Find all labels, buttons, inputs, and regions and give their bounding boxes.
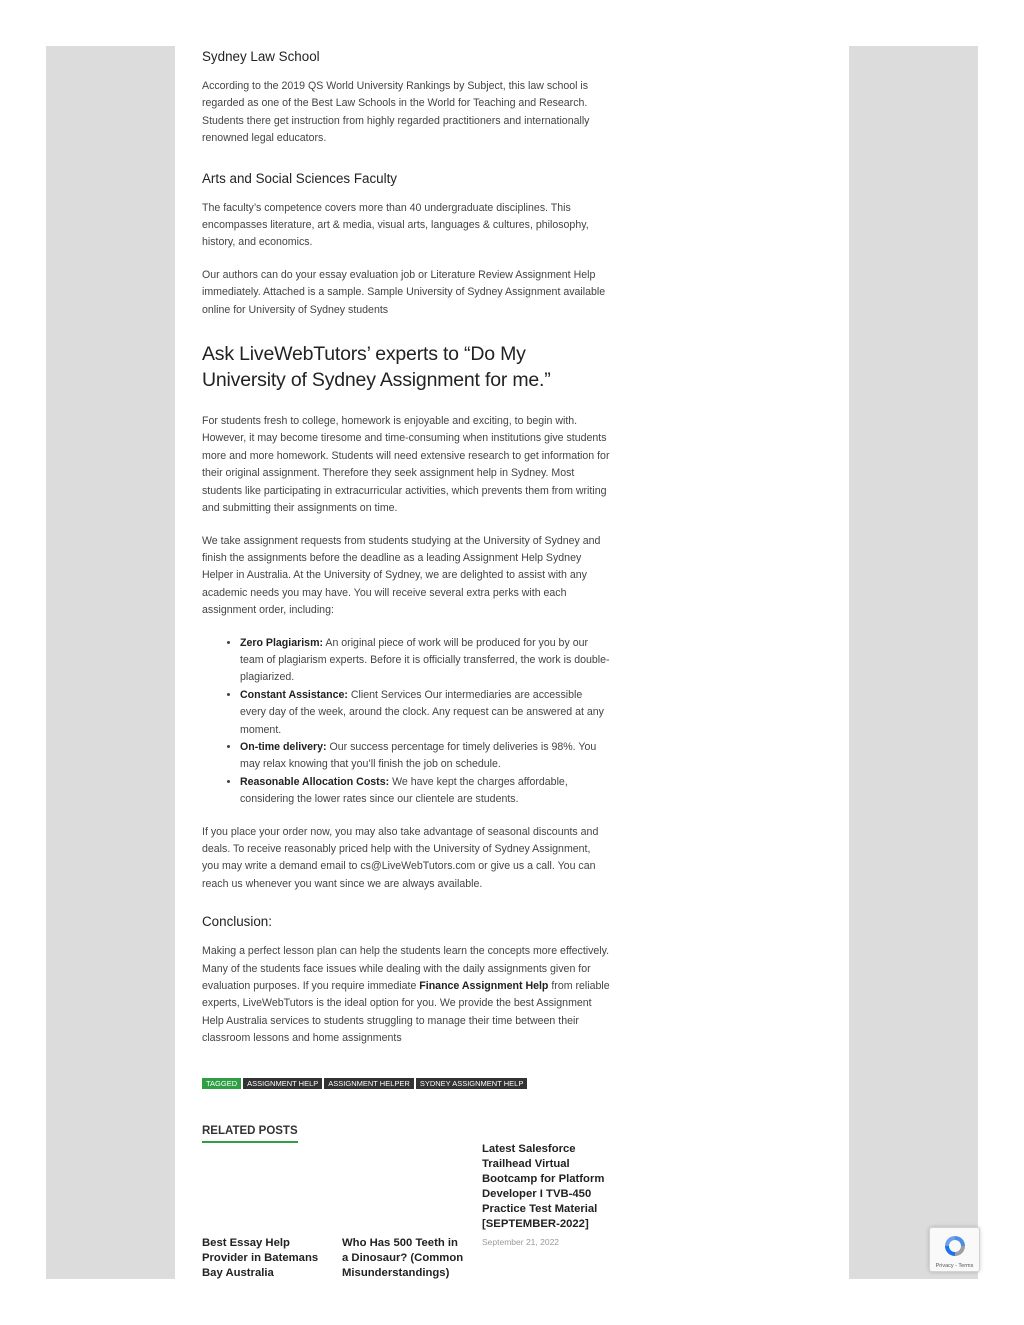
perk-text: We have kept the charges affordable, considering the lower rates since our clientele are students. <box>240 775 568 806</box>
related-posts <box>202 1142 622 1282</box>
related-post[interactable] <box>202 1236 327 1281</box>
related-post-date: September 21, 2022 <box>482 1237 560 1247</box>
perks-list <box>202 635 610 809</box>
perk-item <box>240 687 610 739</box>
tag-link[interactable]: ASSIGNMENT HELPER <box>324 1078 414 1089</box>
perk-text: An original piece of work will be produced for you by our team of plagiarism experts. Before it is officially transferred, the work is double-plagiarized. <box>240 636 610 684</box>
authors-paragraph: Our authors can do your essay evaluation job or Literature Review Assignment Help immediately. Attached is a sample. Sample University of Sydney Assignment available online for University of Sydney students <box>202 268 606 316</box>
conclusion-heading: Conclusion: <box>202 914 272 930</box>
ask-heading: Ask LiveWebTutors’ experts to “Do My University of Sydney Assignment for me.” <box>202 343 551 392</box>
recaptcha-badge[interactable] <box>929 1227 980 1272</box>
perk-title: Reasonable Allocation Costs: <box>240 775 390 788</box>
related-post-title[interactable]: Who Has 500 Teeth in a Dinosaur? (Common Misunderstandings) <box>342 1237 464 1279</box>
perk-title: On-time delivery: <box>240 740 327 753</box>
recaptcha-icon <box>942 1233 968 1259</box>
perk-item <box>240 739 610 774</box>
recaptcha-terms[interactable]: Privacy - Terms <box>935 1263 974 1269</box>
law-paragraph: According to the 2019 QS World University Rankings by Subject, this law school is regarded as one of the Best Law Schools in the World for Teaching and Research. Students there get instruction from highly regarded practitioners and internationally renowned legal educators. <box>202 80 590 145</box>
order-paragraph: If you place your order now, you may also take advantage of seasonal discounts and deals. To receive reasonably priced help with the University of Sydney Assignment, you may write a demand email to cs@LiveWebTutors.com or give us a call. You can reach us whenever you want since we are always available. <box>202 825 599 890</box>
conclusion-paragraph <box>202 943 610 1047</box>
tag-link[interactable]: SYDNEY ASSIGNMENT HELP <box>416 1078 528 1089</box>
perk-title: Zero Plagiarism: <box>240 636 324 649</box>
law-heading: Sydney Law School <box>202 49 320 64</box>
conclusion-text: Making a perfect lesson plan can help the students learn the concepts more effectively. Many of the students face issues while dealing with the daily assignments given for evaluation purposes. If you require immediate <box>202 945 610 993</box>
left-sidebar <box>46 46 175 1279</box>
tags-row <box>202 1078 610 1089</box>
article-body <box>202 46 610 1143</box>
arts-paragraph: The faculty’s competence covers more than 40 undergraduate disciplines. This encompasses literature, art & media, visual arts, languages & cultures, philosophy, history, and economics. <box>202 201 589 249</box>
requests-paragraph: We take assignment requests from students studying at the University of Sydney and finish the assignments before the deadline as a leading Assignment Help Sydney Helper in Australia. At the University of Sydney, we are delighted to assist with any academic needs you may have. You will receive several extra perks with each assignment order, including: <box>202 534 601 617</box>
related-post-title[interactable]: Best Essay Help Provider in Batemans Bay Australia <box>202 1237 319 1279</box>
perk-item <box>240 774 610 809</box>
related-post[interactable] <box>482 1142 607 1247</box>
perk-title: Constant Assistance: <box>240 688 348 701</box>
related-post-title[interactable]: Latest Salesforce Trailhead Virtual Bootcamp for Platform Developer I TVB-450 Practice Test Material [SEPTEMBER-2022] <box>482 1143 605 1230</box>
tag-link[interactable]: ASSIGNMENT HELP <box>243 1078 322 1089</box>
tagged-label: TAGGED <box>202 1078 241 1089</box>
finance-assignment-link[interactable]: Finance Assignment Help <box>419 980 549 993</box>
perk-item <box>240 635 610 687</box>
arts-heading: Arts and Social Sciences Faculty <box>202 170 397 186</box>
students-paragraph: For students fresh to college, homework is enjoyable and exciting, to begin with. However, it may become tiresome and time-consuming when institutions give students more and more homework. Students will need extensive research to get information for their original assignment. Therefore they seek assignment help in Sydney. Most students like participating in extracurricular activities, which prevents them from writing and submitting their assignments on time. <box>202 415 610 515</box>
perk-text: Our success percentage for timely deliveries is 98%. You may relax knowing that you’ll finish the job on schedule. <box>240 740 597 771</box>
perk-text: Client Services Our intermediaries are accessible every day of the week, around the clock. Any request can be answered at any moment. <box>240 688 604 736</box>
related-posts-heading: RELATED POSTS <box>202 1123 298 1143</box>
conclusion-text-end: from reliable experts, LiveWebTutors is the ideal option for you. We provide the best Assignment Help Australia services to students struggling to manage their time between their classroom lessons and home assignments <box>202 980 610 1045</box>
related-post[interactable] <box>342 1236 467 1281</box>
right-sidebar <box>849 46 978 1279</box>
